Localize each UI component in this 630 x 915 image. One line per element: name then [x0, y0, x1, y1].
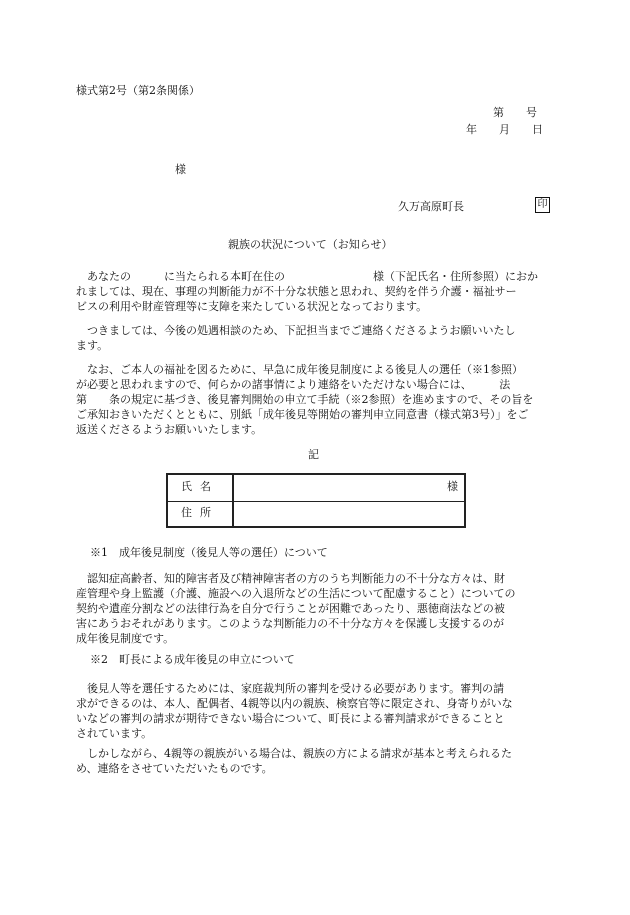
- paragraph-line: 認知症高齢者、知的障害者及び精神障害者の方のうち判断能力の不十分な方々は、財: [87, 572, 505, 585]
- paragraph-line: なお、ご本人の福祉を図るために、早急に成年後見制度による後見人の選任（※1参照）: [87, 363, 523, 376]
- ki-heading: 記: [308, 448, 319, 461]
- paragraph-1: [76, 269, 554, 314]
- paragraph-line: ビスの利用や財産管理等に支障を来たしている状況となっております。: [76, 300, 428, 313]
- paragraph-line: れましては、現在、事理の判断能力が不十分な状態と思われ、契約を伴う介護・福祉サー: [76, 285, 517, 298]
- note-2-title: ※2 町長による成年後見の申立について: [90, 653, 295, 666]
- paragraph-line: 契約や遺産分割などの法律行為を自分で行うことが困難であったり、悪徳商法などの被: [76, 602, 505, 615]
- name-label: 氏名: [168, 475, 234, 501]
- paragraph-line: 返送くださるようお願いいたします。: [76, 423, 263, 436]
- paragraph-line: ご承知おきいただくとともに、別紙「成年後見等開始の審判申立同意書（様式第3号）」をご: [76, 408, 529, 421]
- issue-date: 年 月 日: [466, 123, 543, 136]
- sender-name: 久万高原町長: [398, 200, 464, 213]
- paragraph-line: ます。: [76, 339, 109, 352]
- document-title: 親族の状況について（お知らせ）: [228, 238, 393, 251]
- paragraph-line: しかしながら、4親等の親族がいる場合は、親族の方による請求が基本と考えられるた: [87, 747, 512, 760]
- paragraph-line: 後見人等を選任するためには、家庭裁判所の審判を受ける必要があります。審判の請: [87, 682, 505, 695]
- paragraph-line: め、連絡をさせていただいたものです。: [76, 762, 273, 775]
- paragraph-line: つきましては、今後の処遇相談のため、下記担当までご連絡くださるようお願いいたし: [87, 324, 516, 337]
- address-row: [168, 501, 464, 527]
- paragraph-2: [76, 323, 554, 353]
- paragraph-line: 害にあうおそれがあります。このような判断能力の不十分な方々を保護し支援するのが: [76, 617, 505, 630]
- form-number: 様式第2号（第2条関係）: [76, 84, 200, 97]
- note-1-body: [76, 571, 554, 646]
- paragraph-line: 産管理や身上監護（介護、施設への入退所などの生活について配慮すること）についての: [76, 587, 516, 600]
- seal-mark: 印: [535, 197, 550, 213]
- note-2-body: [76, 681, 554, 741]
- paragraph-line: いなどの審判の請求が期待できない場合について、町長による審判請求ができることと: [76, 712, 505, 725]
- person-info-table: [166, 473, 466, 528]
- paragraph-3: [76, 362, 554, 437]
- paragraph-line: 第 条の規定に基づき、後見審判開始の申立て手続（※2参照）を進めますので、その旨を: [76, 393, 534, 406]
- document-number: 第 号: [493, 106, 537, 119]
- paragraph-line: されています。: [76, 727, 153, 740]
- paragraph-line: あなたの に当たられる本町在住の 様（下記氏名・住所参照）におか: [87, 270, 538, 283]
- paragraph-line: 求ができるのは、本人、配偶者、4親等以内の親族、検察官等に限定され、身寄りがいな: [76, 697, 513, 710]
- note-2-body-continued: [76, 746, 554, 776]
- paragraph-line: が必要と思われますので、何らかの諸事情により連絡をいただけない場合には、 法: [76, 378, 511, 391]
- paragraph-line: 成年後見制度です。: [76, 632, 175, 645]
- note-1-title: ※1 成年後見制度（後見人等の選任）について: [90, 546, 328, 559]
- name-suffix: 様: [447, 480, 458, 493]
- name-row: [168, 475, 464, 502]
- addressee-honorific: 様: [175, 163, 186, 176]
- address-label: 住所: [168, 501, 234, 527]
